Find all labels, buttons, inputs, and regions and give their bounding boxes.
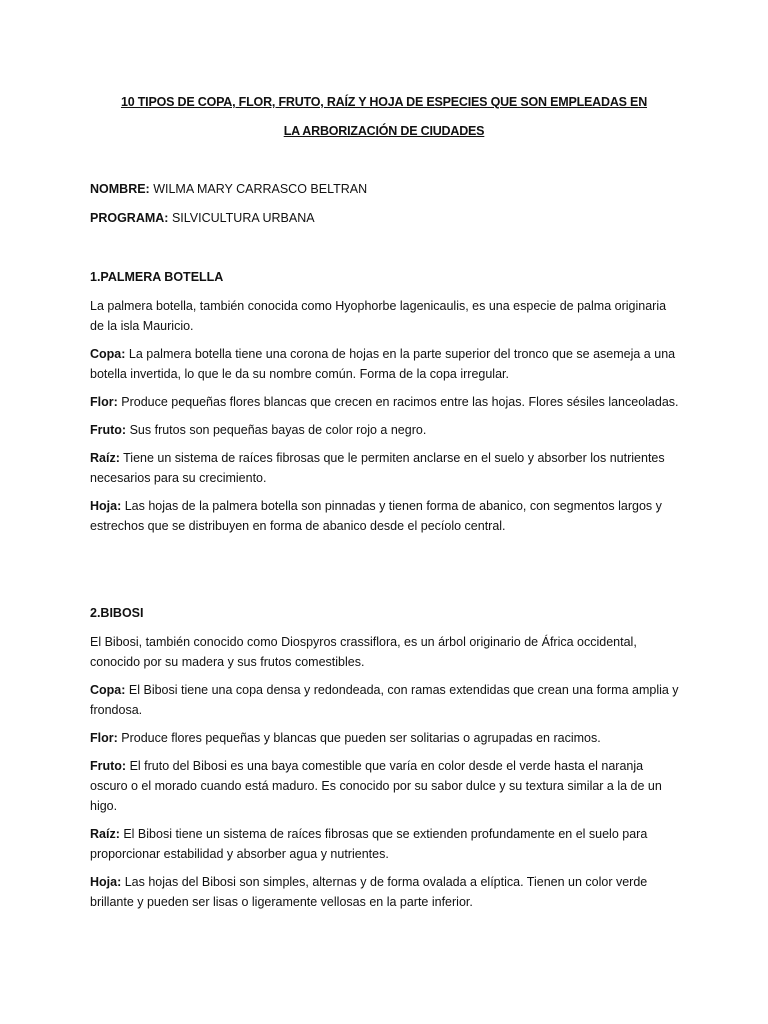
section-bibosi xyxy=(90,603,682,920)
document-title-line-1: 10 TIPOS DE COPA, FLOR, FRUTO, RAÍZ Y HOJA DE ESPECIES QUE SON EMPLEADAS EN xyxy=(120,95,648,109)
hoja-text: Las hojas del Bibosi son simples, alternas y de forma ovalada a elíptica. Tienen un color verde brillante y pueden ser lisas o ligeramente vellosas en la parte inferior. xyxy=(90,875,648,909)
copa-text: El Bibosi tiene una copa densa y redondeada, con ramas extendidas que crean una forma amplia y frondosa. xyxy=(90,683,679,717)
raiz-label: Raíz: xyxy=(90,451,120,465)
copa-text: La palmera botella tiene una corona de hojas en la parte superior del tronco que se asemeja a una botella invertida, lo que le da su nombre común. Forma de la copa irregular. xyxy=(90,347,676,381)
flor-paragraph xyxy=(90,728,682,748)
nombre-label: NOMBRE: xyxy=(90,182,150,196)
section-palmera-botella xyxy=(90,267,682,544)
copa-paragraph xyxy=(90,680,682,720)
hoja-label: Hoja: xyxy=(90,875,122,889)
document-title-line-2: LA ARBORIZACIÓN DE CIUDADES xyxy=(283,124,485,138)
section-intro: El Bibosi, también conocido como Diospyros crassiflora, es un árbol originario de África occidental, conocido por su madera y sus frutos comestibles. xyxy=(90,635,637,669)
section-heading: 2.BIBOSI xyxy=(90,606,144,620)
flor-paragraph xyxy=(90,392,682,412)
raiz-text: Tiene un sistema de raíces fibrosas que le permiten anclarse en el suelo y absorber los nutrientes necesarios para su crecimiento. xyxy=(90,451,665,485)
fruto-label: Fruto: xyxy=(90,423,127,437)
hoja-paragraph xyxy=(90,872,682,912)
flor-text: Produce pequeñas flores blancas que crecen en racimos entre las hojas. Flores sésiles lanceoladas. xyxy=(117,395,679,409)
fruto-paragraph xyxy=(90,756,682,816)
section-intro: La palmera botella, también conocida como Hyophorbe lagenicaulis, es una especie de palma originaria de la isla Mauricio. xyxy=(90,299,667,333)
hoja-paragraph xyxy=(90,496,682,536)
fruto-paragraph xyxy=(90,420,682,440)
fruto-label: Fruto: xyxy=(90,759,127,773)
raiz-paragraph xyxy=(90,824,682,864)
raiz-paragraph xyxy=(90,448,682,488)
fruto-text: El fruto del Bibosi es una baya comestible que varía en color desde el verde hasta el naranja oscuro o el morado cuando está maduro. Es conocido por su sabor dulce y su textura similar a la de un higo. xyxy=(90,759,662,813)
programa-label: PROGRAMA: xyxy=(90,211,169,225)
flor-label: Flor: xyxy=(90,395,118,409)
flor-label: Flor: xyxy=(90,731,118,745)
copa-paragraph xyxy=(90,344,682,384)
hoja-label: Hoja: xyxy=(90,499,122,513)
raiz-label: Raíz: xyxy=(90,827,120,841)
nombre-value: WILMA MARY CARRASCO BELTRAN xyxy=(149,182,368,196)
programa-value: SILVICULTURA URBANA xyxy=(168,211,315,225)
copa-label: Copa: xyxy=(90,683,126,697)
hoja-text: Las hojas de la palmera botella son pinnadas y tienen forma de abanico, con segmentos largos y estrechos que se distribuyen en forma de abanico desde el pecíolo central. xyxy=(90,499,662,533)
fruto-text: Sus frutos son pequeñas bayas de color rojo a negro. xyxy=(126,423,427,437)
flor-text: Produce flores pequeñas y blancas que pueden ser solitarias o agrupadas en racimos. xyxy=(117,731,601,745)
section-heading: 1.PALMERA BOTELLA xyxy=(90,270,224,284)
copa-label: Copa: xyxy=(90,347,126,361)
program-line xyxy=(90,208,690,228)
author-line xyxy=(90,179,690,199)
raiz-text: El Bibosi tiene un sistema de raíces fibrosas que se extienden profundamente en el suelo para proporcionar estabilidad y absorber agua y nutrientes. xyxy=(90,827,648,861)
